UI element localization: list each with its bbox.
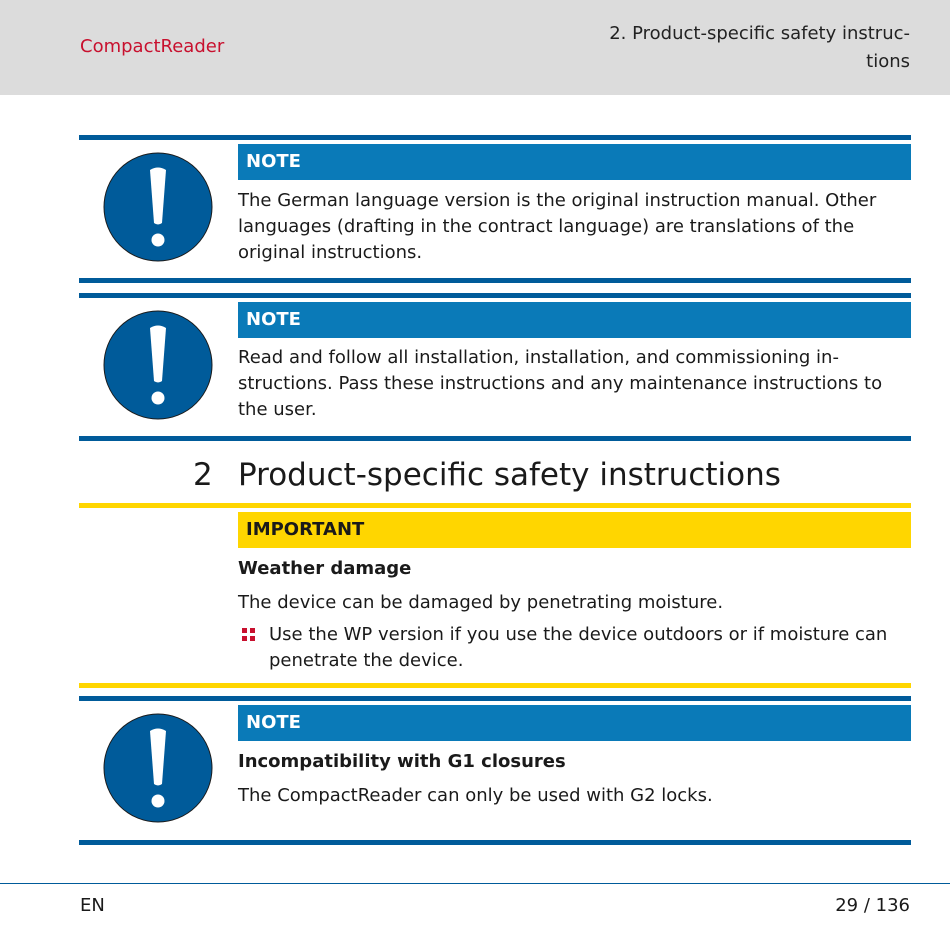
important-subhead: Weather damage: [238, 558, 412, 579]
important-banner: IMPORTANT: [238, 512, 911, 548]
note-text: The German language version is the original instruction manual. Other languages (drafting in the contract language) are translations of the original instructions.: [238, 190, 877, 263]
chapter-title: [570, 20, 910, 76]
footer-language: EN: [80, 895, 105, 916]
note-subhead: Incompatibility with G1 closures: [238, 751, 566, 772]
page-header: [0, 0, 950, 95]
bullet-marker-icon: [242, 628, 255, 641]
note-banner: NOTE: [238, 144, 911, 180]
note-top-rule: [79, 696, 911, 701]
note-banner: NOTE: [238, 705, 911, 741]
chapter-title-line-2: tions: [866, 51, 910, 72]
footer-rule: [0, 883, 950, 884]
chapter-title-line-1: 2. Product-specific safety instruc-: [609, 23, 910, 44]
note-banner: NOTE: [238, 302, 911, 338]
note-top-rule: [79, 135, 911, 140]
note-bottom-rule: [79, 840, 911, 845]
brand-title: CompactReader: [80, 36, 225, 57]
note-bottom-rule: [79, 436, 911, 441]
important-bullet-text: Use the WP version if you use the device outdoors or if moisture can penetrate the device.: [269, 624, 888, 671]
mandatory-exclamation-icon: [103, 310, 213, 420]
note-bottom-rule: [79, 278, 911, 283]
mandatory-exclamation-icon: [103, 713, 213, 823]
important-text: The device can be damaged by penetrating moisture.: [238, 592, 724, 613]
page-number: 29 / 136: [835, 895, 910, 916]
section-number: 2: [193, 457, 213, 493]
note-top-rule: [79, 293, 911, 298]
section-title: Product-specific safety instructions: [238, 457, 781, 493]
note-text: Read and follow all installation, installation, and commissioning in-structions. Pass these instructions and any maintenance instructions to the user.: [238, 347, 883, 420]
note-text: The CompactReader can only be used with G2 locks.: [238, 785, 713, 806]
mandatory-exclamation-icon: [103, 152, 213, 262]
important-bottom-rule: [79, 683, 911, 688]
important-top-rule: [79, 503, 911, 508]
